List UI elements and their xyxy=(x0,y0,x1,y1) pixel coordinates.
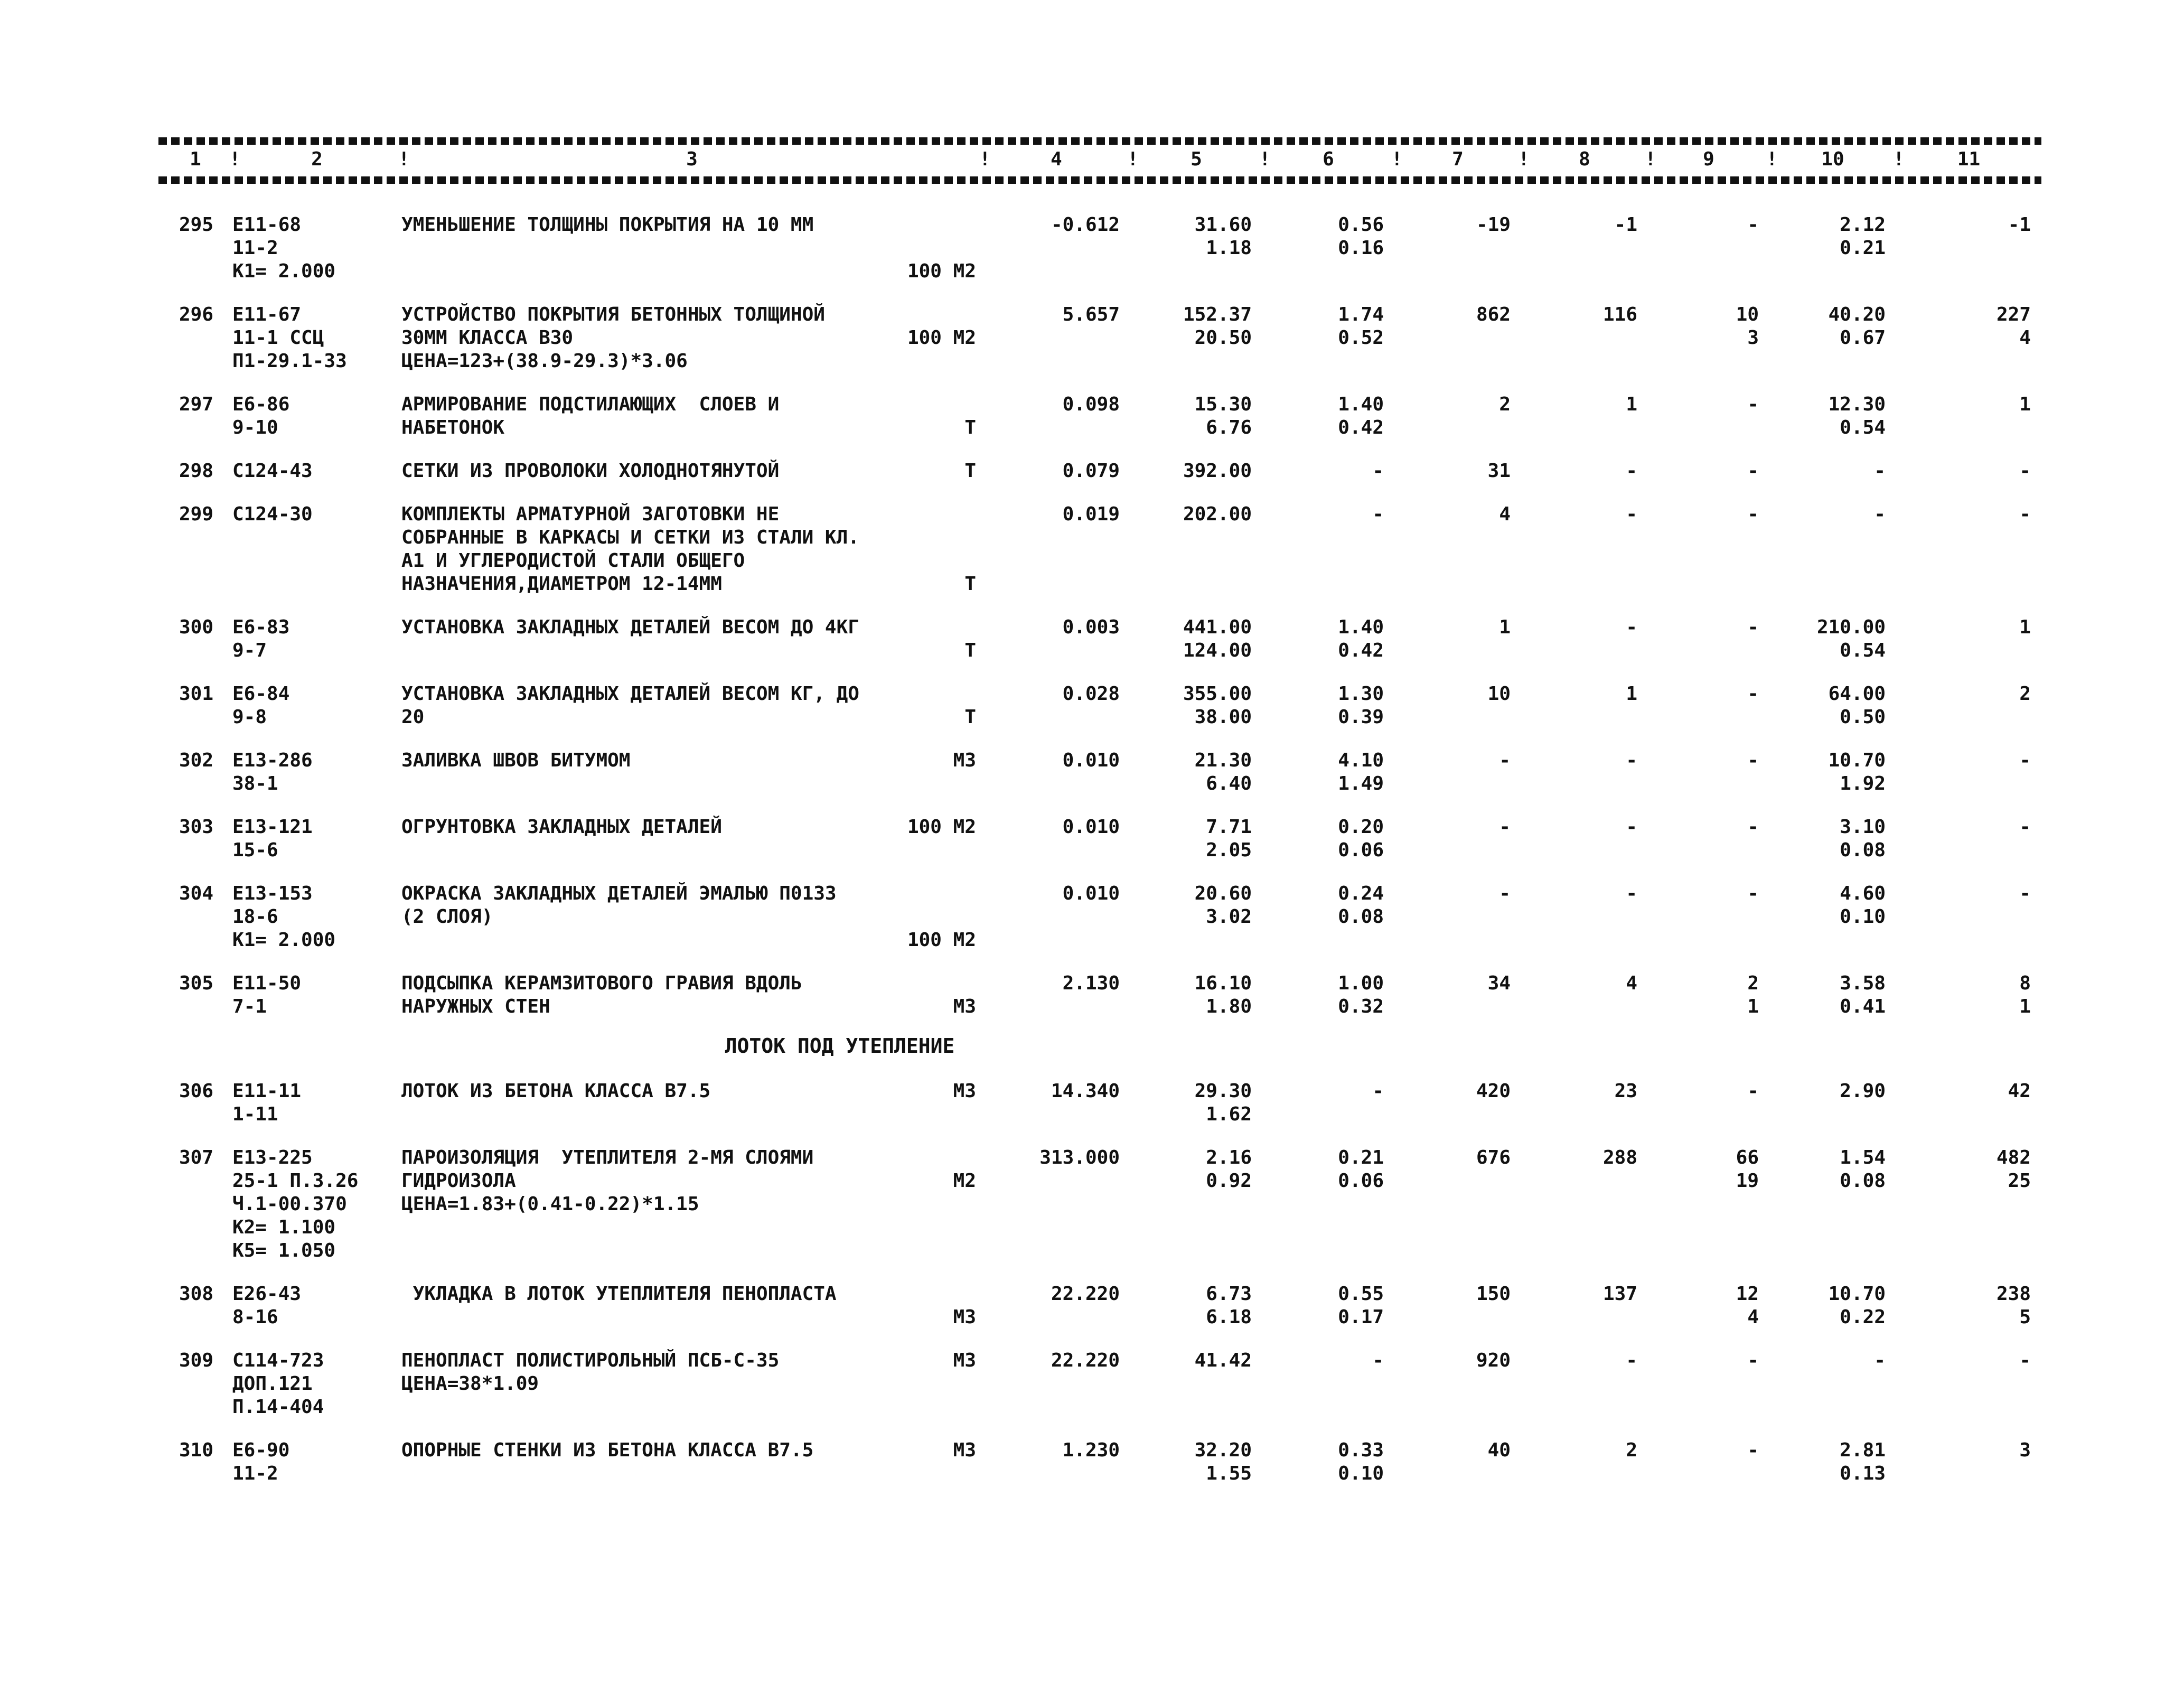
header-top-rule xyxy=(158,137,2041,145)
estimate-rows-block-2 xyxy=(158,1080,2041,1485)
col-9-value: - xyxy=(1747,1439,1759,1461)
col-10-value: - xyxy=(1874,503,1886,525)
work-description xyxy=(401,1146,982,1262)
col-7-value: 10 xyxy=(1487,683,1511,705)
col-11-value: 227 4 xyxy=(1996,304,2031,349)
unit-of-measure: 100 М2 xyxy=(907,260,976,282)
col-7-value: 150 xyxy=(1476,1283,1511,1305)
col-6-value: 1.40 0.42 xyxy=(1338,616,1384,661)
col-11-value: 8 1 xyxy=(2019,972,2031,1017)
col-10-value: 10.70 0.22 xyxy=(1828,1283,1886,1328)
col-9-value: - xyxy=(1747,683,1759,705)
work-description xyxy=(401,749,982,796)
description-text: ОГРУНТОВКА ЗАКЛАДНЫХ ДЕТАЛЕЙ xyxy=(401,816,722,838)
col-10-value: 40.20 0.67 xyxy=(1828,304,1886,349)
unit-of-measure: Т xyxy=(964,417,976,438)
row-number: 306 xyxy=(179,1080,213,1102)
unit-of-measure: М3 xyxy=(953,1080,976,1102)
col-4-quantity: 0.098 xyxy=(1062,394,1120,415)
col-6-value: 1.40 0.42 xyxy=(1338,394,1384,438)
col-5-value: 2.16 0.92 xyxy=(1206,1147,1252,1192)
col-header-7: ! 7 xyxy=(1394,148,1521,171)
work-description xyxy=(401,1080,982,1126)
unit-of-measure: М2 xyxy=(953,1170,976,1192)
col-6-value: 1.30 0.39 xyxy=(1338,683,1384,728)
section-title: ЛОТОК ПОД УТЕПЛЕНИЕ xyxy=(725,1034,955,1058)
col-header-5: ! 5 xyxy=(1130,148,1262,171)
table-row xyxy=(158,503,2041,596)
work-description xyxy=(401,1283,982,1329)
table-row xyxy=(158,1146,2041,1262)
col-6-value: 1.74 0.52 xyxy=(1338,304,1384,349)
col-header-9: ! 9 xyxy=(1648,148,1769,171)
table-row xyxy=(158,303,2041,373)
col-11-value: 238 5 xyxy=(1996,1283,2031,1328)
col-8-value: 137 xyxy=(1602,1283,1637,1305)
description-text: УСТАНОВКА ЗАКЛАДНЫХ ДЕТАЛЕЙ ВЕСОМ КГ, ДО 20 xyxy=(401,683,859,728)
description-text: ОКРАСКА ЗАКЛАДНЫХ ДЕТАЛЕЙ ЭМАЛЬЮ П0133 (2 СЛОЯ) xyxy=(401,883,837,928)
col-10-value: 1.54 0.08 xyxy=(1840,1147,1886,1192)
rate-code: Е13-286 38-1 xyxy=(232,750,313,794)
work-description xyxy=(401,1439,982,1485)
col-9-value: - xyxy=(1747,816,1759,838)
col-5-value: 7.71 2.05 xyxy=(1206,816,1252,861)
rate-code: Е11-11 1-11 xyxy=(232,1080,302,1125)
col-7-value: - xyxy=(1499,750,1511,771)
unit-of-measure: М3 xyxy=(953,1439,976,1461)
unit-of-measure: Т xyxy=(964,460,976,482)
col-11-value: 1 xyxy=(2019,616,2031,638)
rate-code: Е6-84 9-8 xyxy=(232,683,290,728)
description-text: ПАРОИЗОЛЯЦИЯ УТЕПЛИТЕЛЯ 2-МЯ СЛОЯМИ ГИДРОИЗОЛА ЦЕНА=1.83+(0.41-0.22)*1.15 xyxy=(401,1147,814,1215)
row-number: 296 xyxy=(179,304,213,325)
col-5-value: 32.20 1.55 xyxy=(1194,1439,1252,1484)
row-number: 309 xyxy=(179,1350,213,1371)
column-header-row xyxy=(158,148,2041,171)
col-9-value: - xyxy=(1747,1350,1759,1371)
rate-code: Е6-83 9-7 xyxy=(232,616,290,661)
col-5-value: 441.00 124.00 xyxy=(1183,616,1252,661)
rate-code: С124-30 xyxy=(232,503,313,525)
col-11-value: 1 xyxy=(2019,394,2031,415)
col-10-value: - xyxy=(1874,460,1886,482)
col-8-value: 2 xyxy=(1626,1439,1637,1461)
col-header-3: ! 3 xyxy=(401,148,982,171)
table-row xyxy=(158,616,2041,662)
col-header-11: ! 11 xyxy=(1896,148,2041,171)
header-bottom-rule xyxy=(158,176,2041,184)
col-6-value: - xyxy=(1372,1350,1384,1371)
description-text: СЕТКИ ИЗ ПРОВОЛОКИ ХОЛОДНОТЯНУТОЙ xyxy=(401,460,780,482)
description-text: УСТРОЙСТВО ПОКРЫТИЯ БЕТОННЫХ ТОЛЩИНОЙ 30ММ КЛАССА В30 ЦЕНА=123+(38.9-29.3)*3.06 xyxy=(401,304,825,372)
col-4-quantity: 14.340 xyxy=(1051,1080,1120,1102)
col-header-2: ! 2 xyxy=(232,148,401,171)
description-text: УКЛАДКА В ЛОТОК УТЕПЛИТЕЛЯ ПЕНОПЛАСТА xyxy=(401,1283,837,1305)
work-description xyxy=(401,682,982,729)
col-11-value: - xyxy=(2019,883,2031,904)
col-10-value: 3.58 0.41 xyxy=(1840,972,1886,1017)
col-11-value: 2 xyxy=(2019,683,2031,705)
col-6-value: 0.21 0.06 xyxy=(1338,1147,1384,1192)
work-description xyxy=(401,303,982,373)
col-8-value: 23 xyxy=(1614,1080,1637,1102)
col-6-value: 0.20 0.06 xyxy=(1338,816,1384,861)
col-9-value: 10 3 xyxy=(1736,304,1759,349)
col-9-value: 66 19 xyxy=(1736,1147,1759,1192)
rate-code: С124-43 xyxy=(232,460,313,482)
col-4-quantity: 22.220 xyxy=(1051,1283,1120,1305)
description-text: АРМИРОВАНИЕ ПОДСТИЛАЮЩИХ СЛОЕВ И НАБЕТОНОК xyxy=(401,394,780,438)
col-9-value: - xyxy=(1747,883,1759,904)
col-4-quantity: 5.657 xyxy=(1062,304,1120,325)
table-row xyxy=(158,882,2041,952)
col-8-value: - xyxy=(1626,460,1637,482)
col-9-value: - xyxy=(1747,214,1759,236)
col-9-value: - xyxy=(1747,460,1759,482)
col-8-value: -1 xyxy=(1614,214,1637,236)
col-11-value: - xyxy=(2019,460,2031,482)
col-6-value: - xyxy=(1372,503,1384,525)
row-number: 310 xyxy=(179,1439,213,1461)
col-7-value: - xyxy=(1499,883,1511,904)
work-description xyxy=(401,1349,982,1419)
table-row xyxy=(158,1080,2041,1126)
col-6-value: - xyxy=(1372,1080,1384,1102)
col-7-value: 40 xyxy=(1487,1439,1511,1461)
col-7-value: 4 xyxy=(1499,503,1511,525)
description-text: ОПОРНЫЕ СТЕНКИ ИЗ БЕТОНА КЛАССА В7.5 xyxy=(401,1439,814,1461)
work-description xyxy=(401,393,982,439)
work-description xyxy=(401,213,982,283)
row-number: 305 xyxy=(179,972,213,994)
col-9-value: - xyxy=(1747,1080,1759,1102)
table-row xyxy=(158,1439,2041,1485)
col-7-value: 31 xyxy=(1487,460,1511,482)
col-11-value: 42 xyxy=(2008,1080,2031,1102)
row-number: 307 xyxy=(179,1147,213,1168)
rate-code: Е11-67 11-1 ССЦ П1-29.1-33 xyxy=(232,304,347,372)
row-number: 308 xyxy=(179,1283,213,1305)
col-4-quantity: 1.230 xyxy=(1062,1439,1120,1461)
col-7-value: 920 xyxy=(1476,1350,1511,1371)
col-8-value: 288 xyxy=(1602,1147,1637,1168)
col-9-value: - xyxy=(1747,750,1759,771)
col-10-value: 2.81 0.13 xyxy=(1840,1439,1886,1484)
rate-code: Е26-43 8-16 xyxy=(232,1283,302,1328)
col-10-value: 3.10 0.08 xyxy=(1840,816,1886,861)
col-4-quantity: 0.079 xyxy=(1062,460,1120,482)
col-8-value: - xyxy=(1626,503,1637,525)
col-4-quantity: 0.019 xyxy=(1062,503,1120,525)
col-8-value: 1 xyxy=(1626,394,1637,415)
col-9-value: - xyxy=(1747,616,1759,638)
col-11-value: -1 xyxy=(2008,214,2031,236)
estimate-sheet xyxy=(158,137,2041,1505)
work-description xyxy=(401,460,982,483)
col-6-value: - xyxy=(1372,460,1384,482)
table-row xyxy=(158,749,2041,796)
col-6-value: 0.33 0.10 xyxy=(1338,1439,1384,1484)
rate-code: Е11-68 11-2 К1= 2.000 xyxy=(232,214,336,282)
col-7-value: 420 xyxy=(1476,1080,1511,1102)
work-description xyxy=(401,816,982,862)
col-8-value: - xyxy=(1626,1350,1637,1371)
unit-of-measure: М3 xyxy=(953,996,976,1017)
col-9-value: - xyxy=(1747,503,1759,525)
col-10-value: 64.00 0.50 xyxy=(1828,683,1886,728)
col-5-value: 31.60 1.18 xyxy=(1194,214,1252,259)
col-5-value: 21.30 6.40 xyxy=(1194,750,1252,794)
col-11-value: - xyxy=(2019,816,2031,838)
description-text: ЗАЛИВКА ШВОВ БИТУМОМ xyxy=(401,750,631,771)
row-number: 301 xyxy=(179,683,213,705)
row-number: 297 xyxy=(179,394,213,415)
work-description xyxy=(401,972,982,1018)
col-6-value: 4.10 1.49 xyxy=(1338,750,1384,794)
col-6-value: 0.55 0.17 xyxy=(1338,1283,1384,1328)
col-5-value: 15.30 6.76 xyxy=(1194,394,1252,438)
col-header-10: ! 10 xyxy=(1769,148,1896,171)
description-text: УСТАНОВКА ЗАКЛАДНЫХ ДЕТАЛЕЙ ВЕСОМ ДО 4КГ xyxy=(401,616,859,638)
rate-code: Е6-90 11-2 xyxy=(232,1439,290,1484)
col-9-value: - xyxy=(1747,394,1759,415)
unit-of-measure: Т xyxy=(964,573,976,595)
unit-of-measure: М3 xyxy=(953,1350,976,1371)
table-row xyxy=(158,393,2041,439)
col-4-quantity: 313.000 xyxy=(1039,1147,1120,1168)
col-7-value: 2 xyxy=(1499,394,1511,415)
unit-of-measure: Т xyxy=(964,706,976,728)
estimate-rows-block-1 xyxy=(158,213,2041,1018)
col-4-quantity: 0.010 xyxy=(1062,750,1120,771)
col-6-value: 0.56 0.16 xyxy=(1338,214,1384,259)
col-8-value: - xyxy=(1626,816,1637,838)
unit-of-measure: Т xyxy=(964,640,976,661)
col-8-value: 4 xyxy=(1626,972,1637,994)
table-row xyxy=(158,972,2041,1018)
col-11-value: - xyxy=(2019,503,2031,525)
col-4-quantity: -0.612 xyxy=(1051,214,1120,236)
unit-of-measure: 100 М2 xyxy=(907,929,976,951)
col-10-value: 4.60 0.10 xyxy=(1840,883,1886,928)
col-5-value: 202.00 xyxy=(1183,503,1252,525)
rate-code: Е13-121 15-6 xyxy=(232,816,313,861)
col-header-8: ! 8 xyxy=(1521,148,1648,171)
description-text: КОМПЛЕКТЫ АРМАТУРНОЙ ЗАГОТОВКИ НЕ СОБРАННЫЕ В КАРКАСЫ И СЕТКИ ИЗ СТАЛИ КЛ. А1 И УГЛЕРОДИСТОЙ СТАЛИ ОБЩЕГО НАЗНАЧЕНИЯ,ДИАМЕТРОМ 12-14ММ xyxy=(401,503,859,595)
rate-code: С114-723 ДОП.121 П.14-404 xyxy=(232,1350,324,1418)
col-7-value: -19 xyxy=(1476,214,1511,236)
col-10-value: - xyxy=(1874,1350,1886,1371)
col-5-value: 29.30 1.62 xyxy=(1194,1080,1252,1125)
col-10-value: 12.30 0.54 xyxy=(1828,394,1886,438)
col-7-value: 862 xyxy=(1476,304,1511,325)
col-6-value: 0.24 0.08 xyxy=(1338,883,1384,928)
table-row xyxy=(158,1283,2041,1329)
col-header-6: ! 6 xyxy=(1262,148,1394,171)
row-number: 295 xyxy=(179,214,213,236)
col-header-4: ! 4 xyxy=(982,148,1130,171)
table-row xyxy=(158,682,2041,729)
unit-of-measure: 100 М2 xyxy=(907,327,976,349)
col-11-value: - xyxy=(2019,1350,2031,1371)
col-10-value: 2.12 0.21 xyxy=(1840,214,1886,259)
table-row xyxy=(158,460,2041,483)
col-5-value: 152.37 20.50 xyxy=(1183,304,1252,349)
table-row xyxy=(158,1349,2041,1419)
col-4-quantity: 2.130 xyxy=(1062,972,1120,994)
col-5-value: 16.10 1.80 xyxy=(1194,972,1252,1017)
work-description xyxy=(401,616,982,662)
rate-code: Е11-50 7-1 xyxy=(232,972,302,1017)
col-10-value: 210.00 0.54 xyxy=(1816,616,1886,661)
description-text: ЛОТОК ИЗ БЕТОНА КЛАССА В7.5 xyxy=(401,1080,711,1102)
row-number: 298 xyxy=(179,460,213,482)
col-8-value: - xyxy=(1626,750,1637,771)
col-8-value: 1 xyxy=(1626,683,1637,705)
col-9-value: 12 4 xyxy=(1736,1283,1759,1328)
table-row xyxy=(158,816,2041,862)
row-number: 304 xyxy=(179,883,213,904)
col-7-value: 34 xyxy=(1487,972,1511,994)
unit-of-measure: М3 xyxy=(953,1306,976,1328)
col-4-quantity: 0.010 xyxy=(1062,816,1120,838)
description-text: ПОДСЫПКА КЕРАМЗИТОВОГО ГРАВИЯ ВДОЛЬ НАРУЖНЫХ СТЕН xyxy=(401,972,802,1017)
col-10-value: 10.70 1.92 xyxy=(1828,750,1886,794)
col-7-value: 1 xyxy=(1499,616,1511,638)
col-11-value: 3 xyxy=(2019,1439,2031,1461)
col-8-value: - xyxy=(1626,616,1637,638)
col-4-quantity: 22.220 xyxy=(1051,1350,1120,1371)
rate-code: Е13-153 18-6 К1= 2.000 xyxy=(232,883,336,951)
description-text: УМЕНЬШЕНИЕ ТОЛЩИНЫ ПОКРЫТИЯ НА 10 ММ xyxy=(401,214,814,236)
col-header-1: 1 xyxy=(190,148,201,170)
col-5-value: 355.00 38.00 xyxy=(1183,683,1252,728)
col-5-value: 41.42 xyxy=(1194,1350,1252,1371)
col-4-quantity: 0.028 xyxy=(1062,683,1120,705)
description-text: ПЕНОПЛАСТ ПОЛИСТИРОЛЬНЫЙ ПСБ-С-35 ЦЕНА=38*1.09 xyxy=(401,1350,780,1395)
col-7-value: - xyxy=(1499,816,1511,838)
work-description xyxy=(401,882,982,952)
rate-code: Е6-86 9-10 xyxy=(232,394,290,438)
col-7-value: 676 xyxy=(1476,1147,1511,1168)
col-10-value: 2.90 xyxy=(1840,1080,1886,1102)
unit-of-measure: М3 xyxy=(953,750,976,771)
work-description xyxy=(401,503,982,596)
col-9-value: 2 1 xyxy=(1747,972,1759,1017)
col-8-value: - xyxy=(1626,883,1637,904)
col-11-value: 482 25 xyxy=(1996,1147,2031,1192)
col-11-value: - xyxy=(2019,750,2031,771)
rate-code: Е13-225 25-1 П.3.26 Ч.1-00.370 К2= 1.100 К5= 1.050 xyxy=(232,1147,359,1261)
col-5-value: 392.00 xyxy=(1183,460,1252,482)
col-8-value: 116 xyxy=(1602,304,1637,325)
col-4-quantity: 0.010 xyxy=(1062,883,1120,904)
row-number: 300 xyxy=(179,616,213,638)
table-row xyxy=(158,213,2041,283)
row-number: 303 xyxy=(179,816,213,838)
row-number: 302 xyxy=(179,750,213,771)
col-4-quantity: 0.003 xyxy=(1062,616,1120,638)
col-5-value: 20.60 3.02 xyxy=(1194,883,1252,928)
col-5-value: 6.73 6.18 xyxy=(1206,1283,1252,1328)
col-6-value: 1.00 0.32 xyxy=(1338,972,1384,1017)
row-number: 299 xyxy=(179,503,213,525)
unit-of-measure: 100 М2 xyxy=(907,816,976,838)
